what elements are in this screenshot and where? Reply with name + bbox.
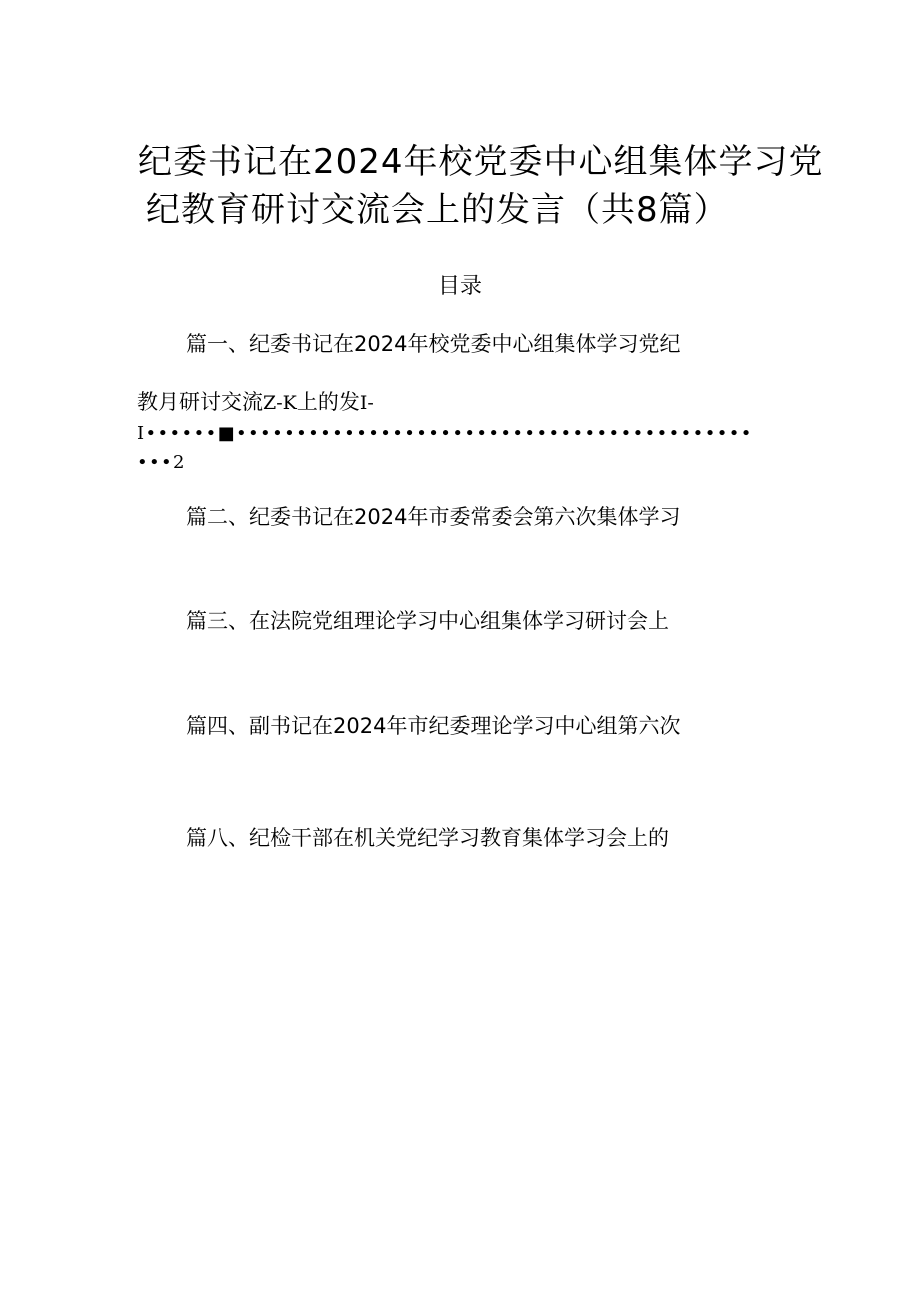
toc-entry-4[interactable]: 篇四、副书记在2024年市纪委理论学习中心组第六次 — [186, 714, 681, 738]
toc-entry-1-continuation-fragment: Z-K — [263, 392, 297, 414]
toc-entry-8[interactable]: 篇八、纪检干部在机关党纪学习教育集体学习会上的 — [186, 826, 669, 850]
toc-entry-2[interactable]: 篇二、纪委书记在2024年市委常委会第六次集体学习 — [186, 505, 681, 529]
document-title-line-1: 纪委书记在2024年校党委中心组集体学习党 — [138, 142, 824, 182]
toc-entry-1-continuation-text: 教月研讨交流 — [137, 390, 263, 414]
toc-entry-3[interactable]: 篇三、在法院党组理论学习中心组集体学习研讨会上 — [186, 609, 669, 633]
toc-entry-1-continuation-end: 上的发 — [296, 390, 360, 414]
toc-entry-1[interactable]: 篇一、纪委书记在2024年校党委中心组集体学习党纪 — [186, 332, 681, 356]
toc-entry-1-continuation-mark: I- — [359, 392, 374, 414]
toc-heading: 目录 — [437, 274, 482, 299]
toc-entry-1-continuation — [137, 388, 374, 417]
document-title-line-2: 纪教育研讨交流会上的发言（共8篇） — [146, 190, 729, 230]
toc-entry-1-leader-dots: I••••••■••••••••••••••••••••••••••••••••••••••••••• — [137, 423, 753, 444]
toc-entry-1-page-number: •••2 — [137, 452, 186, 473]
